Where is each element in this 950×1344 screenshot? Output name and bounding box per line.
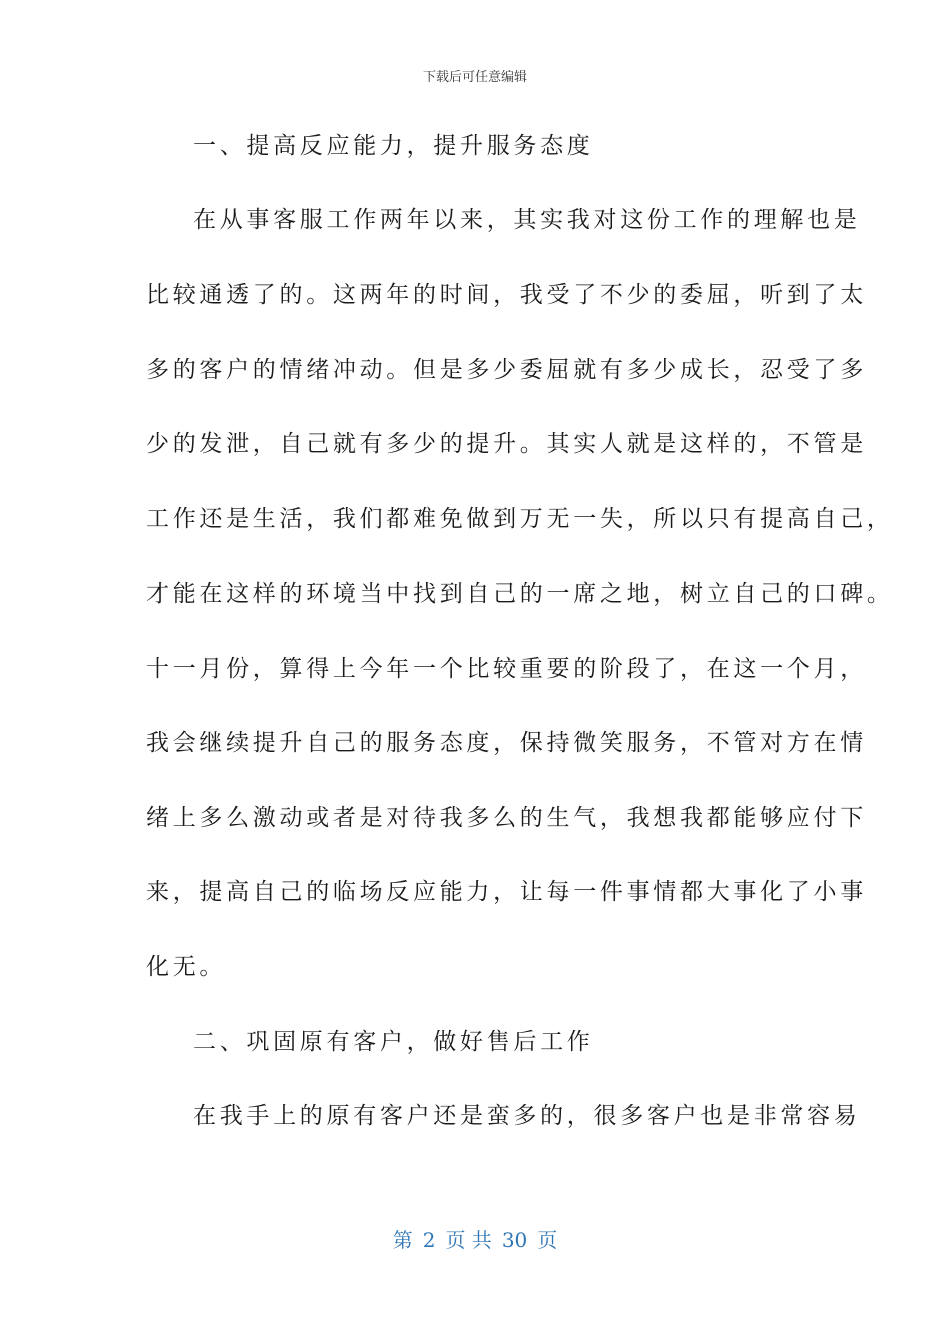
paragraph-line: 来，提高自己的临场反应能力，让每一件事情都大事化了小事 <box>146 879 867 905</box>
paragraph-line: 在从事客服工作两年以来，其实我对这份工作的理解也是 <box>193 207 861 233</box>
footer-total-pages: 30 <box>501 1228 528 1252</box>
paragraph-line: 在我手上的原有客户还是蛮多的，很多客户也是非常容易 <box>193 1103 861 1129</box>
page-footer <box>0 1224 950 1253</box>
paragraph-line: 化无。 <box>146 954 227 980</box>
paragraph-line: 少的发泄，自己就有多少的提升。其实人就是这样的，不管是 <box>146 431 867 457</box>
paragraph-line: 工作还是生活，我们都难免做到万无一失，所以只有提高自己， <box>146 506 894 532</box>
paragraph-line: 比较通透了的。这两年的时间，我受了不少的委屈，听到了太 <box>146 282 867 308</box>
section-heading-2: 二、巩固原有客户，做好售后工作 <box>193 1029 594 1055</box>
paragraph-line: 才能在这样的环境当中找到自己的一席之地，树立自己的口碑。 <box>146 581 894 607</box>
paragraph-line: 多的客户的情绪冲动。但是多少委屈就有多少成长，忍受了多 <box>146 357 867 383</box>
footer-middle: 页 共 <box>445 1228 492 1252</box>
footer-page-number: 2 <box>422 1228 436 1252</box>
section-heading-1: 一、提高反应能力，提升服务态度 <box>193 133 594 159</box>
paragraph-line: 绪上多么激动或者是对待我多么的生气，我想我都能够应付下 <box>146 805 867 831</box>
page-header: 下载后可任意编辑 <box>422 70 527 85</box>
footer-suffix: 页 <box>537 1228 558 1252</box>
paragraph-line: 十一月份，算得上今年一个比较重要的阶段了，在这一个月， <box>146 656 867 682</box>
footer-prefix: 第 <box>392 1228 413 1252</box>
paragraph-line: 我会继续提升自己的服务态度，保持微笑服务，不管对方在情 <box>146 730 867 756</box>
